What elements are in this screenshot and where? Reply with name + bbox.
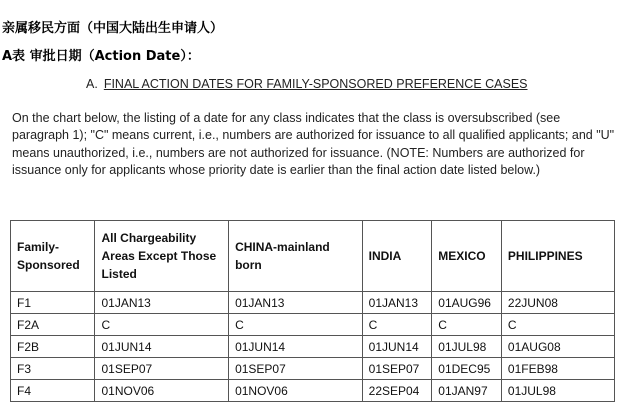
table-row <box>11 314 615 336</box>
table-cell: 01JUN14 <box>229 336 363 358</box>
table-row <box>11 292 615 314</box>
table-cell: 01JUN14 <box>362 336 432 358</box>
table-cell: C <box>95 314 229 336</box>
table-cell: 01JUN14 <box>95 336 229 358</box>
table-cell: F3 <box>11 358 95 380</box>
table-cell: 01AUG08 <box>501 336 614 358</box>
table-cell: C <box>229 314 363 336</box>
table-row <box>11 380 615 402</box>
table-cell: C <box>432 314 502 336</box>
page-heading-chinese: 亲属移民方面（中国大陆出生申请人） <box>2 21 224 36</box>
section-letter: A. <box>86 77 98 91</box>
table-cell: 01JAN97 <box>432 380 502 402</box>
table-cell: 01NOV06 <box>229 380 363 402</box>
table-row <box>11 336 615 358</box>
table-cell: 01FEB98 <box>501 358 614 380</box>
header-all-chargeability: All Chargeability Areas Except Those Listed <box>95 221 229 292</box>
final-action-dates-table <box>10 220 615 402</box>
table-cell: 01NOV06 <box>95 380 229 402</box>
table-a-heading: A表 审批日期（Action Date）： <box>2 49 200 64</box>
table-cell: 01JAN13 <box>362 292 432 314</box>
section-title <box>86 76 528 92</box>
paragraph-emphasis: earlier <box>289 163 325 178</box>
table-cell: 01JUL98 <box>501 380 614 402</box>
table-cell: 01JAN13 <box>229 292 363 314</box>
header-family-sponsored: Family-Sponsored <box>11 221 95 292</box>
paragraph-part-1: On the chart below, the listing of a date for any class indicates that the class is oversubscribed (see paragraph 1); "C" means current, i.e., numbers are authorized for issuance to all qualified applicants; and "U" means unauthorized, i.e., numbers are not authorized for issuance. (NOTE: Numbers are authorized for issuance only for applicants whose priority date is <box>12 111 615 178</box>
table-cell: 01DEC95 <box>432 358 502 380</box>
table-cell: 01SEP07 <box>362 358 432 380</box>
table-cell: 22JUN08 <box>501 292 614 314</box>
table-cell: 01JUL98 <box>432 336 502 358</box>
table-header-row <box>11 221 615 292</box>
header-india: INDIA <box>362 221 432 292</box>
table-row <box>11 358 615 380</box>
table-cell: C <box>362 314 432 336</box>
header-mexico: MEXICO <box>432 221 502 292</box>
table-cell: 01JAN13 <box>95 292 229 314</box>
table-cell: C <box>501 314 614 336</box>
table-cell: 01SEP07 <box>229 358 363 380</box>
table-cell: F2B <box>11 336 95 358</box>
paragraph-part-2: than the final action date listed below.) <box>324 163 541 178</box>
table-cell: F4 <box>11 380 95 402</box>
table-cell: 01AUG96 <box>432 292 502 314</box>
section-title-text: FINAL ACTION DATES FOR FAMILY-SPONSORED PREFERENCE CASES <box>103 77 528 91</box>
header-china-mainland: CHINA-mainland born <box>229 221 363 292</box>
header-philippines: PHILIPPINES <box>501 221 614 292</box>
table-cell: 22SEP04 <box>362 380 432 402</box>
explanation-paragraph <box>12 110 616 180</box>
table-cell: F1 <box>11 292 95 314</box>
table-cell: 01SEP07 <box>95 358 229 380</box>
table-cell: F2A <box>11 314 95 336</box>
